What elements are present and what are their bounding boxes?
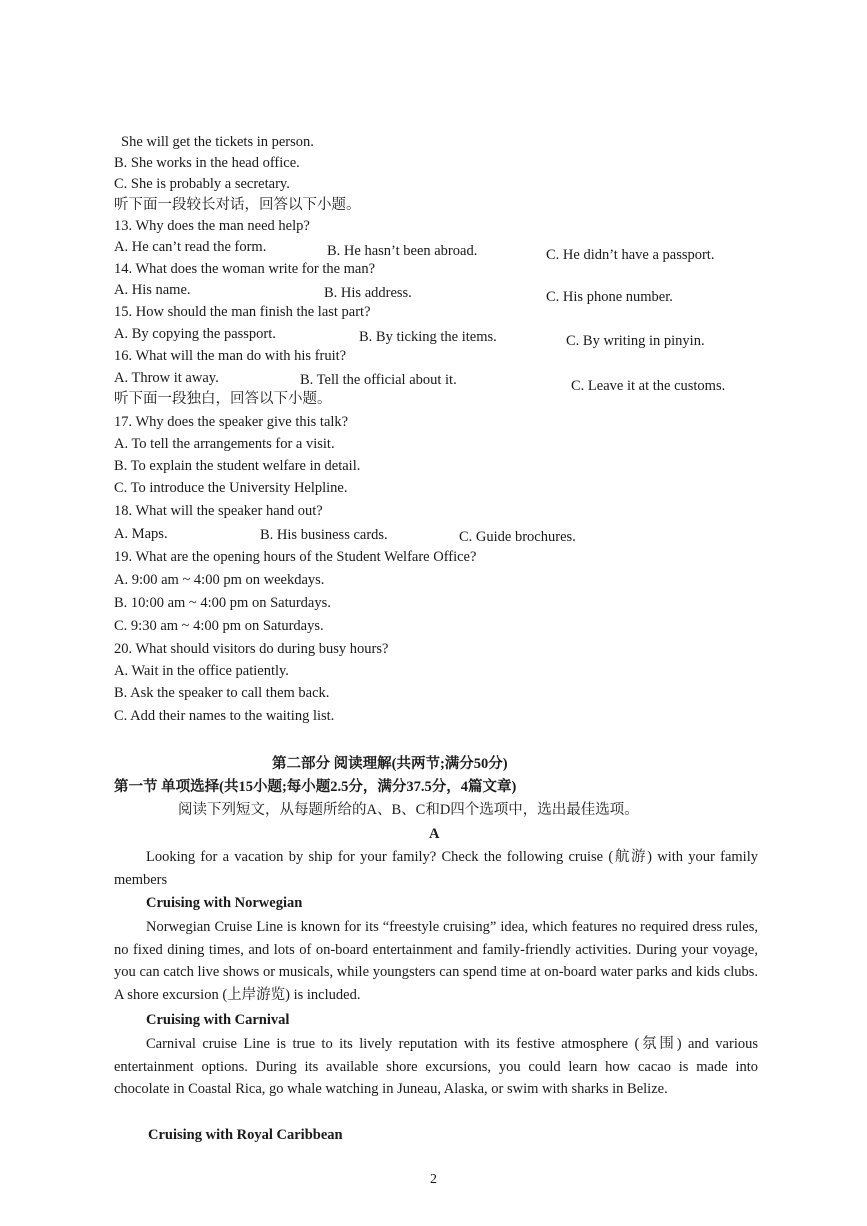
q13-option-c: C. He didn’t have a passport. — [546, 247, 715, 263]
q13-option-b: B. He hasn’t been abroad. — [327, 243, 478, 259]
q18-option-c: C. Guide brochures. — [459, 529, 576, 545]
question-17: 17. Why does the speaker give this talk? — [114, 414, 349, 430]
q14-option-c: C. His phone number. — [546, 289, 673, 305]
question-16: 16. What will the man do with his fruit? — [114, 348, 347, 364]
question-18: 18. What will the speaker hand out? — [114, 503, 323, 519]
q17-option-c: C. To introduce the University Helpline. — [114, 480, 348, 496]
question-19: 19. What are the opening hours of the Student Welfare Office? — [114, 549, 477, 565]
q18-option-a: A. Maps. — [114, 526, 168, 542]
q19-option-c: C. 9:30 am ~ 4:00 pm on Saturdays. — [114, 618, 324, 634]
heading-carnival: Cruising with Carnival — [146, 1012, 290, 1028]
question-14: 14. What does the woman write for the man? — [114, 261, 376, 277]
passage-intro: Looking for a vacation by ship for your family? Check the following cruise (航游) with your family members — [114, 849, 758, 888]
q19-option-a: A. 9:00 am ~ 4:00 pm on weekdays. — [114, 572, 325, 588]
q17-option-b: B. To explain the student welfare in detail. — [114, 458, 361, 474]
dialog-instruction: 听下面一段较长对话，回答以下小题。 — [114, 197, 361, 213]
q17-option-a: A. To tell the arrangements for a visit. — [114, 436, 335, 452]
q20-option-c: C. Add their names to the waiting list. — [114, 708, 335, 724]
monolog-instruction: 听下面一段独白，回答以下小题。 — [114, 391, 332, 407]
paragraph-carnival: Carnival cruise Line is true to its lively reputation with its festive atmosphere (氛围) and various entertainment options. During its available shore excursions, you could learn how cacao is made into chocolate in Coastal Rica, go whale watching in Juneau, Alaska, or swim with sharks in Belize. — [114, 1036, 758, 1097]
reading-instruction: 阅读下列短文，从每题所给的A、B、C和D四个选项中，选出最佳选项。 — [178, 802, 639, 818]
q16-option-b: B. Tell the official about it. — [300, 372, 457, 388]
q15-option-c: C. By writing in pinyin. — [566, 333, 705, 349]
q12-option-a-tail: She will get the tickets in person. — [121, 134, 314, 150]
question-20: 20. What should visitors do during busy hours? — [114, 641, 389, 657]
q13-option-a: A. He can’t read the form. — [114, 239, 267, 255]
q19-option-b: B. 10:00 am ~ 4:00 pm on Saturdays. — [114, 595, 331, 611]
heading-norwegian: Cruising with Norwegian — [146, 895, 303, 911]
q16-option-a: A. Throw it away. — [114, 370, 219, 386]
q12-option-b: B. She works in the head office. — [114, 155, 300, 171]
q16-option-c: C. Leave it at the customs. — [571, 378, 726, 394]
q14-option-b: B. His address. — [324, 285, 412, 301]
q20-option-b: B. Ask the speaker to call them back. — [114, 685, 330, 701]
question-15: 15. How should the man finish the last part? — [114, 304, 371, 320]
q18-option-b: B. His business cards. — [260, 527, 388, 543]
paragraph-norwegian: Norwegian Cruise Line is known for its “freestyle cruising” idea, which features no required dress rules, no fixed dining times, and lots of on-board entertainment and family-friendly activities. During your voyage, you can catch live shows or musicals, while youngsters can spend time at on-board water parks and kids clubs. A shore excursion (上岸游览) is included. — [114, 919, 758, 1003]
page-number: 2 — [430, 1172, 437, 1187]
passage-label: A — [429, 826, 440, 842]
heading-royal-caribbean: Cruising with Royal Caribbean — [148, 1127, 343, 1143]
q14-option-a: A. His name. — [114, 282, 191, 298]
q15-option-b: B. By ticking the items. — [359, 329, 497, 345]
part-two-title: 第二部分 阅读理解(共两节;满分50分) — [272, 756, 508, 772]
question-13: 13. Why does the man need help? — [114, 218, 310, 234]
section-one-title: 第一节 单项选择(共15小题;每小题2.5分，满分37.5分，4篇文章) — [114, 779, 517, 795]
q15-option-a: A. By copying the passport. — [114, 326, 276, 342]
q12-option-c: C. She is probably a secretary. — [114, 176, 290, 192]
q20-option-a: A. Wait in the office patiently. — [114, 663, 289, 679]
